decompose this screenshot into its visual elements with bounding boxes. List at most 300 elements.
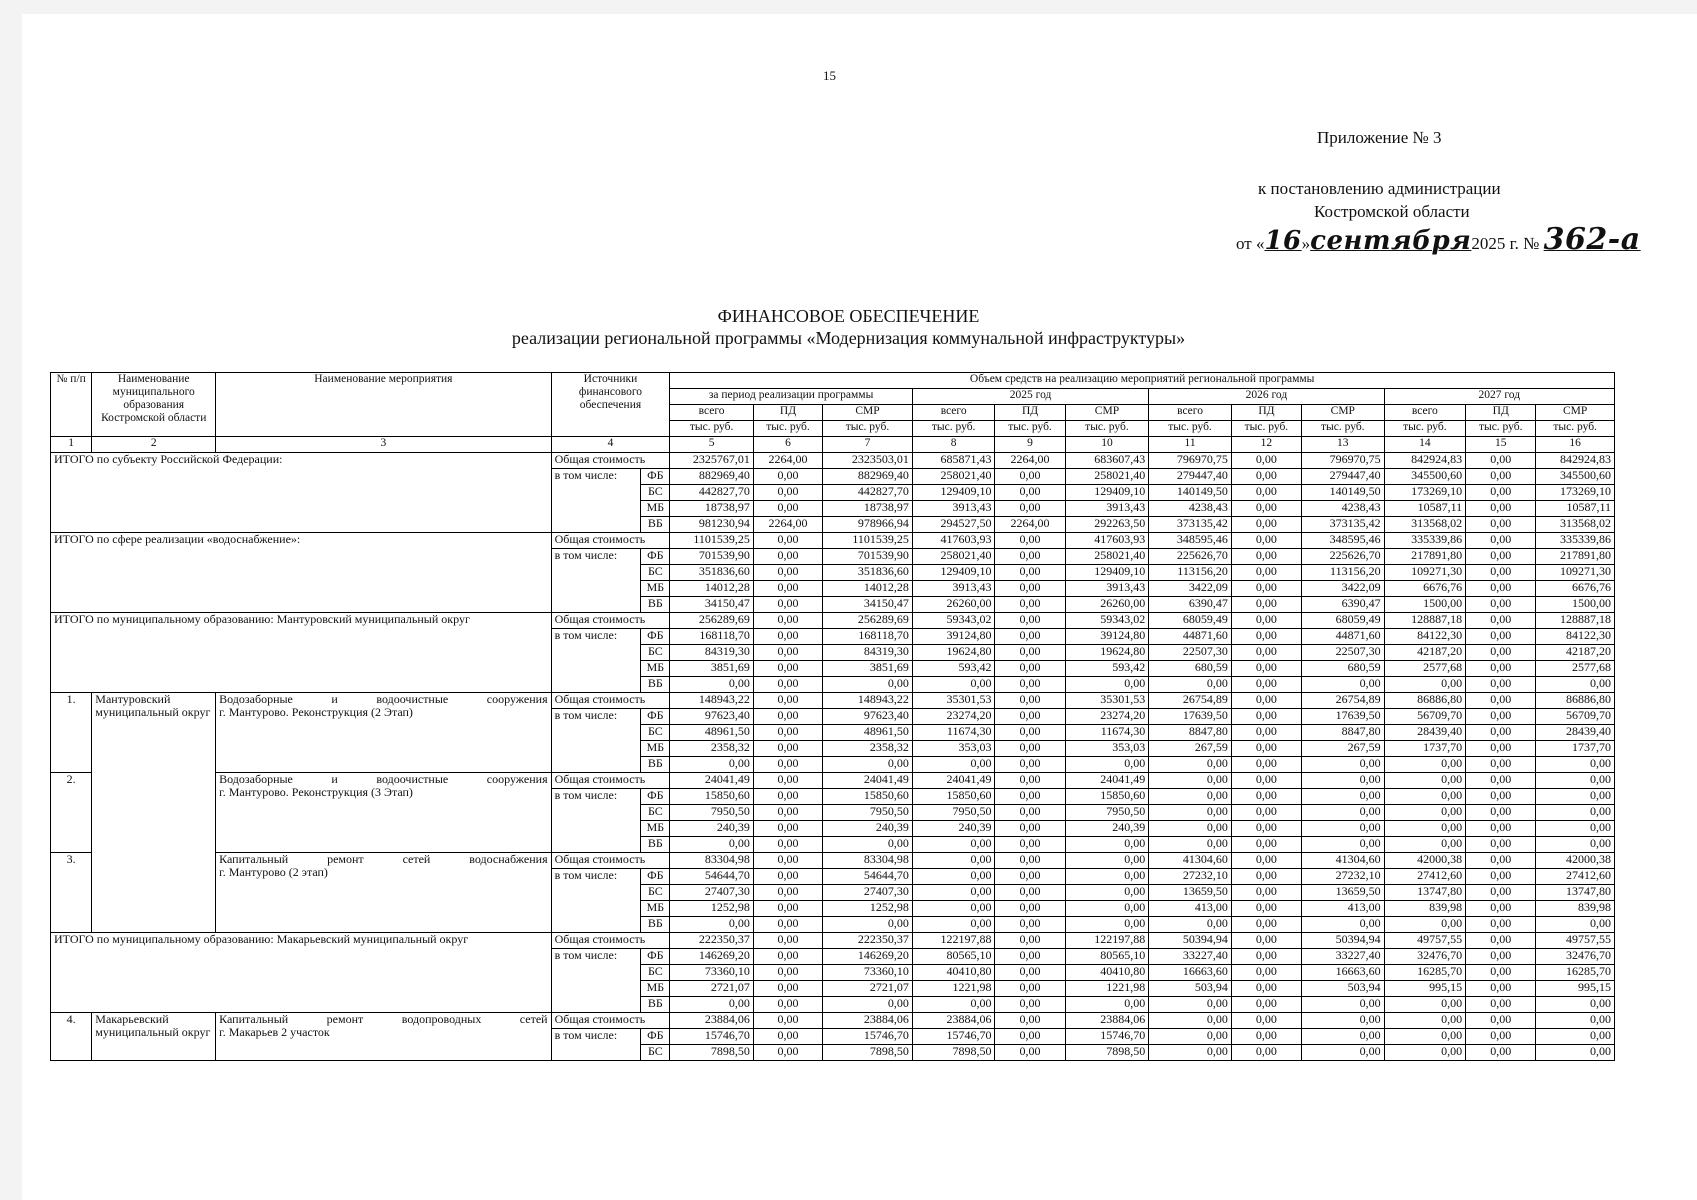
value-cell: 0,00	[995, 725, 1065, 741]
value-cell: 0,00	[823, 917, 913, 933]
value-cell: 0,00	[1536, 805, 1615, 821]
value-cell: 1737,70	[1384, 741, 1466, 757]
value-cell: 0,00	[1231, 1013, 1301, 1029]
value-cell: 7898,50	[670, 1045, 754, 1061]
value-cell: 0,00	[1536, 997, 1615, 1013]
value-cell: 0,00	[753, 549, 822, 565]
value-cell: 0,00	[1466, 517, 1536, 533]
value-cell: 0,00	[995, 1045, 1065, 1061]
value-cell: 0,00	[753, 949, 822, 965]
value-cell: 7898,50	[823, 1045, 913, 1061]
decree-line-2: Костромской области	[1314, 202, 1470, 221]
source-total-label: Общая стоимость	[551, 1013, 670, 1029]
value-cell: 0,00	[753, 757, 822, 773]
value-cell: 0,00	[912, 853, 995, 869]
value-cell: 7950,50	[670, 805, 754, 821]
header-unit: тыс. руб.	[670, 421, 754, 437]
value-cell: 6390,47	[1302, 597, 1385, 613]
value-cell: 34150,47	[823, 597, 913, 613]
value-cell: 2577,68	[1384, 661, 1466, 677]
value-cell: 13747,80	[1384, 885, 1466, 901]
value-cell: 168118,70	[823, 629, 913, 645]
value-cell: 1101539,25	[670, 533, 754, 549]
value-cell: 0,00	[1065, 901, 1149, 917]
value-cell: 0,00	[1149, 773, 1232, 789]
value-cell: 19624,80	[912, 645, 995, 661]
column-number: 10	[1065, 437, 1149, 453]
total-row	[51, 533, 1615, 549]
value-cell: 0,00	[995, 741, 1065, 757]
header-unit: тыс. руб.	[1466, 421, 1536, 437]
value-cell: 7898,50	[1065, 1045, 1149, 1061]
value-cell: 685871,43	[912, 453, 995, 469]
value-cell: 42187,20	[1384, 645, 1466, 661]
value-cell: 146269,20	[670, 949, 754, 965]
value-cell: 23884,06	[912, 1013, 995, 1029]
value-cell: 0,00	[753, 981, 822, 997]
value-cell: 0,00	[1466, 613, 1536, 629]
value-cell: 225626,70	[1302, 549, 1385, 565]
value-cell: 0,00	[1065, 757, 1149, 773]
value-cell: 10587,11	[1536, 501, 1615, 517]
value-cell: 0,00	[753, 885, 822, 901]
value-cell: 23274,20	[912, 709, 995, 725]
value-cell: 26754,89	[1149, 693, 1232, 709]
measure-line-2: г. Мантурово. Реконструкция (2 Этап)	[219, 705, 413, 719]
value-cell: 22507,30	[1302, 645, 1385, 661]
value-cell: 1737,70	[1536, 741, 1615, 757]
total-row	[51, 933, 1615, 949]
value-cell: 13659,50	[1149, 885, 1232, 901]
source-including-label: в том числе:	[551, 949, 641, 1013]
header-no: № п/п	[51, 373, 92, 437]
value-cell: 0,00	[1466, 629, 1536, 645]
value-cell: 0,00	[753, 709, 822, 725]
value-cell: 39124,80	[912, 629, 995, 645]
decree-prefix: от «	[1236, 234, 1265, 253]
value-cell: 15850,60	[670, 789, 754, 805]
value-cell: 3913,43	[1065, 501, 1149, 517]
value-cell: 351836,60	[670, 565, 754, 581]
value-cell: 0,00	[1231, 581, 1301, 597]
value-cell: 0,00	[753, 965, 822, 981]
value-cell: 1500,00	[1384, 597, 1466, 613]
value-cell: 0,00	[753, 1045, 822, 1061]
source-including-label: в том числе:	[551, 1029, 641, 1061]
value-cell: 0,00	[823, 677, 913, 693]
value-cell: 97623,40	[670, 709, 754, 725]
value-cell: 3913,43	[912, 581, 995, 597]
value-cell: 0,00	[1466, 997, 1536, 1013]
header-subcolumn: ПД	[1231, 405, 1301, 421]
value-cell: 0,00	[995, 773, 1065, 789]
value-cell: 0,00	[753, 693, 822, 709]
value-cell: 0,00	[1231, 901, 1301, 917]
value-cell: 0,00	[1384, 1013, 1466, 1029]
value-cell: 0,00	[1149, 1029, 1232, 1045]
source-including-label: в том числе:	[551, 469, 641, 533]
source-total-label: Общая стоимость	[551, 533, 670, 549]
value-cell: 14012,28	[670, 581, 754, 597]
value-cell: 0,00	[995, 581, 1065, 597]
value-cell: 26260,00	[1065, 597, 1149, 613]
header-subcolumn: СМР	[823, 405, 913, 421]
value-cell: 86886,80	[1536, 693, 1615, 709]
value-cell: 0,00	[753, 901, 822, 917]
source-code: ФБ	[641, 869, 670, 885]
value-cell: 0,00	[912, 837, 995, 853]
value-cell: 0,00	[753, 629, 822, 645]
value-cell: 23884,06	[1065, 1013, 1149, 1029]
value-cell: 54644,70	[670, 869, 754, 885]
header-row-1	[51, 373, 1615, 389]
value-cell: 0,00	[1149, 677, 1232, 693]
document-subtitle: реализации региональной программы «Модернизация коммунальной инфраструктуры»	[511, 328, 1186, 348]
value-cell: 0,00	[1302, 1045, 1385, 1061]
value-cell: 0,00	[1302, 917, 1385, 933]
decree-year: 2025 г. №	[1471, 234, 1540, 253]
value-cell: 0,00	[995, 645, 1065, 661]
value-cell: 0,00	[995, 533, 1065, 549]
value-cell: 113156,20	[1149, 565, 1232, 581]
value-cell: 0,00	[1466, 453, 1536, 469]
value-cell: 122197,88	[1065, 933, 1149, 949]
value-cell: 0,00	[753, 565, 822, 581]
header-unit: тыс. руб.	[1231, 421, 1301, 437]
value-cell: 41304,60	[1302, 853, 1385, 869]
value-cell: 34150,47	[670, 597, 754, 613]
source-code: МБ	[641, 981, 670, 997]
value-cell: 27232,10	[1302, 869, 1385, 885]
value-cell: 0,00	[753, 485, 822, 501]
value-cell: 335339,86	[1536, 533, 1615, 549]
value-cell: 0,00	[1065, 869, 1149, 885]
value-cell: 0,00	[753, 933, 822, 949]
measure-line-1: Капитальный ремонт сетей водоснабжения	[219, 852, 548, 866]
column-number: 1	[51, 437, 92, 453]
total-row	[51, 453, 1615, 469]
value-cell: 0,00	[1231, 757, 1301, 773]
header-municipality: Наименование муниципального образования Костромской области	[92, 373, 216, 437]
column-number: 9	[995, 437, 1065, 453]
value-cell: 0,00	[1231, 997, 1301, 1013]
value-cell: 0,00	[1536, 1045, 1615, 1061]
value-cell: 0,00	[995, 1029, 1065, 1045]
value-cell: 16285,70	[1384, 965, 1466, 981]
value-cell: 0,00	[995, 965, 1065, 981]
header-unit: тыс. руб.	[1149, 421, 1232, 437]
value-cell: 0,00	[1231, 837, 1301, 853]
value-cell: 128887,18	[1536, 613, 1615, 629]
source-code: БС	[641, 965, 670, 981]
source-including-label: в том числе:	[551, 549, 641, 613]
value-cell: 6676,76	[1384, 581, 1466, 597]
value-cell: 0,00	[1149, 1045, 1232, 1061]
value-cell: 84319,30	[670, 645, 754, 661]
source-code: ВБ	[641, 997, 670, 1013]
value-cell: 173269,10	[1536, 485, 1615, 501]
value-cell: 2721,07	[670, 981, 754, 997]
value-cell: 0,00	[1466, 1013, 1536, 1029]
value-cell: 2264,00	[995, 453, 1065, 469]
column-number: 15	[1466, 437, 1536, 453]
value-cell: 0,00	[1231, 933, 1301, 949]
source-code: ФБ	[641, 709, 670, 725]
value-cell: 0,00	[1536, 837, 1615, 853]
measure-line-1: Капитальный ремонт водопроводных сетей	[219, 1012, 548, 1026]
value-cell: 0,00	[1231, 469, 1301, 485]
value-cell: 0,00	[1466, 693, 1536, 709]
value-cell: 11674,30	[1065, 725, 1149, 741]
item-number: 2.	[51, 773, 92, 853]
header-subcolumn: ПД	[753, 405, 822, 421]
value-cell: 0,00	[1466, 469, 1536, 485]
value-cell: 7950,50	[823, 805, 913, 821]
value-cell: 0,00	[1384, 821, 1466, 837]
value-cell: 0,00	[995, 885, 1065, 901]
source-code: БС	[641, 725, 670, 741]
value-cell: 0,00	[1231, 517, 1301, 533]
value-cell: 0,00	[753, 741, 822, 757]
source-code: МБ	[641, 821, 670, 837]
value-cell: 0,00	[912, 917, 995, 933]
value-cell: 0,00	[995, 661, 1065, 677]
value-cell: 267,59	[1149, 741, 1232, 757]
header-period: 2027 год	[1384, 389, 1614, 405]
value-cell: 0,00	[1466, 1045, 1536, 1061]
value-cell: 0,00	[753, 821, 822, 837]
value-cell: 258021,40	[912, 469, 995, 485]
item-measure	[216, 773, 551, 853]
value-cell: 2577,68	[1536, 661, 1615, 677]
value-cell: 995,15	[1536, 981, 1615, 997]
value-cell: 0,00	[912, 885, 995, 901]
value-cell: 0,00	[1065, 885, 1149, 901]
value-cell: 0,00	[995, 629, 1065, 645]
value-cell: 0,00	[1302, 773, 1385, 789]
header-subcolumn: всего	[1149, 405, 1232, 421]
value-cell: 40410,80	[1065, 965, 1149, 981]
value-cell: 0,00	[1065, 837, 1149, 853]
value-cell: 0,00	[995, 565, 1065, 581]
page-number: 15	[823, 68, 836, 83]
column-number: 5	[670, 437, 754, 453]
value-cell: 6676,76	[1536, 581, 1615, 597]
value-cell: 0,00	[1384, 789, 1466, 805]
value-cell: 0,00	[753, 917, 822, 933]
value-cell: 0,00	[753, 645, 822, 661]
source-code: БС	[641, 1045, 670, 1061]
value-cell: 129409,10	[1065, 485, 1149, 501]
value-cell: 11674,30	[912, 725, 995, 741]
value-cell: 2323503,01	[823, 453, 913, 469]
value-cell: 680,59	[1302, 661, 1385, 677]
value-cell: 18738,97	[670, 501, 754, 517]
value-cell: 1252,98	[823, 901, 913, 917]
value-cell: 348595,46	[1149, 533, 1232, 549]
header-measure: Наименование мероприятия	[216, 373, 551, 437]
header-subcolumn: ПД	[1466, 405, 1536, 421]
source-including-label: в том числе:	[551, 789, 641, 853]
value-cell: 0,00	[1231, 869, 1301, 885]
value-cell: 0,00	[1149, 821, 1232, 837]
value-cell: 0,00	[1302, 757, 1385, 773]
value-cell: 27412,60	[1536, 869, 1615, 885]
header-unit: тыс. руб.	[912, 421, 995, 437]
value-cell: 3913,43	[912, 501, 995, 517]
value-cell: 0,00	[1466, 853, 1536, 869]
value-cell: 113156,20	[1302, 565, 1385, 581]
value-cell: 373135,42	[1302, 517, 1385, 533]
total-title: ИТОГО по муниципальному образованию: Мантуровский муниципальный округ	[51, 613, 552, 693]
value-cell: 593,42	[912, 661, 995, 677]
value-cell: 24041,49	[670, 773, 754, 789]
source-code: БС	[641, 805, 670, 821]
item-measure	[216, 1013, 551, 1061]
header-period: 2026 год	[1149, 389, 1384, 405]
value-cell: 353,03	[1065, 741, 1149, 757]
value-cell: 0,00	[1302, 997, 1385, 1013]
handwritten-month: сентября	[1310, 226, 1472, 256]
value-cell: 68059,49	[1302, 613, 1385, 629]
item-municipality: Макарьевский муниципальный округ	[92, 1013, 216, 1061]
source-total-label: Общая стоимость	[551, 853, 670, 869]
value-cell: 140149,50	[1149, 485, 1232, 501]
value-cell: 0,00	[912, 901, 995, 917]
value-cell: 0,00	[1231, 597, 1301, 613]
value-cell: 14012,28	[823, 581, 913, 597]
value-cell: 22507,30	[1149, 645, 1232, 661]
value-cell: 129409,10	[912, 485, 995, 501]
value-cell: 109271,30	[1536, 565, 1615, 581]
value-cell: 839,98	[1536, 901, 1615, 917]
value-cell: 16285,70	[1536, 965, 1615, 981]
value-cell: 1221,98	[1065, 981, 1149, 997]
value-cell: 86886,80	[1384, 693, 1466, 709]
appendix-label: Приложение № 3	[1317, 128, 1442, 147]
value-cell: 279447,40	[1149, 469, 1232, 485]
value-cell: 0,00	[1302, 805, 1385, 821]
value-cell: 41304,60	[1149, 853, 1232, 869]
value-cell: 0,00	[753, 789, 822, 805]
value-cell: 313568,02	[1384, 517, 1466, 533]
value-cell: 0,00	[753, 533, 822, 549]
value-cell: 0,00	[1231, 677, 1301, 693]
value-cell: 258021,40	[1065, 549, 1149, 565]
value-cell: 0,00	[753, 997, 822, 1013]
value-cell: 0,00	[670, 677, 754, 693]
value-cell: 225626,70	[1149, 549, 1232, 565]
value-cell: 0,00	[995, 837, 1065, 853]
source-total-label: Общая стоимость	[551, 693, 670, 709]
value-cell: 981230,94	[670, 517, 754, 533]
value-cell: 0,00	[1302, 1013, 1385, 1029]
value-cell: 0,00	[1384, 997, 1466, 1013]
value-cell: 267,59	[1302, 741, 1385, 757]
value-cell: 2325767,01	[670, 453, 754, 469]
value-cell: 48961,50	[823, 725, 913, 741]
header-unit: тыс. руб.	[1384, 421, 1466, 437]
value-cell: 0,00	[753, 773, 822, 789]
value-cell: 84319,30	[823, 645, 913, 661]
value-cell: 27412,60	[1384, 869, 1466, 885]
value-cell: 417603,93	[1065, 533, 1149, 549]
value-cell: 0,00	[823, 837, 913, 853]
value-cell: 417603,93	[912, 533, 995, 549]
source-total-label: Общая стоимость	[551, 933, 670, 949]
value-cell: 56709,70	[1536, 709, 1615, 725]
header-unit: тыс. руб.	[1536, 421, 1615, 437]
source-code: ФБ	[641, 1029, 670, 1045]
value-cell: 0,00	[1466, 965, 1536, 981]
value-cell: 28439,40	[1384, 725, 1466, 741]
total-row	[51, 613, 1615, 629]
value-cell: 0,00	[1231, 1029, 1301, 1045]
value-cell: 0,00	[1466, 501, 1536, 517]
value-cell: 24041,49	[823, 773, 913, 789]
total-title: ИТОГО по субъекту Российской Федерации:	[51, 453, 552, 533]
item-row	[51, 693, 1615, 709]
column-number: 6	[753, 437, 822, 453]
value-cell: 42000,38	[1384, 853, 1466, 869]
value-cell: 345500,60	[1536, 469, 1615, 485]
value-cell: 222350,37	[823, 933, 913, 949]
value-cell: 23274,20	[1065, 709, 1149, 725]
header-unit: тыс. руб.	[1065, 421, 1149, 437]
source-code: БС	[641, 885, 670, 901]
value-cell: 0,00	[1149, 997, 1232, 1013]
decree-line-1: к постановлению администрации	[1258, 179, 1501, 198]
value-cell: 256289,69	[823, 613, 913, 629]
value-cell: 0,00	[995, 869, 1065, 885]
value-cell: 335339,86	[1384, 533, 1466, 549]
value-cell: 16663,60	[1302, 965, 1385, 981]
total-title: ИТОГО по сфере реализации «водоснабжение»:	[51, 533, 552, 613]
value-cell: 279447,40	[1302, 469, 1385, 485]
value-cell: 593,42	[1065, 661, 1149, 677]
value-cell: 0,00	[1231, 965, 1301, 981]
value-cell: 73360,10	[670, 965, 754, 981]
header-subcolumn: всего	[1384, 405, 1466, 421]
value-cell: 0,00	[1466, 837, 1536, 853]
header-subcolumn: СМР	[1302, 405, 1385, 421]
value-cell: 19624,80	[1065, 645, 1149, 661]
value-cell: 27407,30	[823, 885, 913, 901]
value-cell: 128887,18	[1384, 613, 1466, 629]
value-cell: 0,00	[1231, 773, 1301, 789]
item-row	[51, 1013, 1615, 1029]
value-cell: 0,00	[1231, 533, 1301, 549]
value-cell: 0,00	[1302, 1029, 1385, 1045]
value-cell: 351836,60	[823, 565, 913, 581]
value-cell: 80565,10	[1065, 949, 1149, 965]
source-code: МБ	[641, 741, 670, 757]
header-source: Источники финансового обеспечения	[551, 373, 670, 437]
value-cell: 40410,80	[912, 965, 995, 981]
column-number: 14	[1384, 437, 1466, 453]
item-measure	[216, 853, 551, 933]
value-cell: 0,00	[995, 549, 1065, 565]
value-cell: 0,00	[912, 677, 995, 693]
value-cell: 683607,43	[1065, 453, 1149, 469]
value-cell: 1221,98	[912, 981, 995, 997]
header-subcolumn: всего	[670, 405, 754, 421]
header-subcolumn: ПД	[995, 405, 1065, 421]
item-row	[51, 773, 1615, 789]
value-cell: 503,94	[1302, 981, 1385, 997]
value-cell: 353,03	[912, 741, 995, 757]
value-cell: 0,00	[995, 901, 1065, 917]
